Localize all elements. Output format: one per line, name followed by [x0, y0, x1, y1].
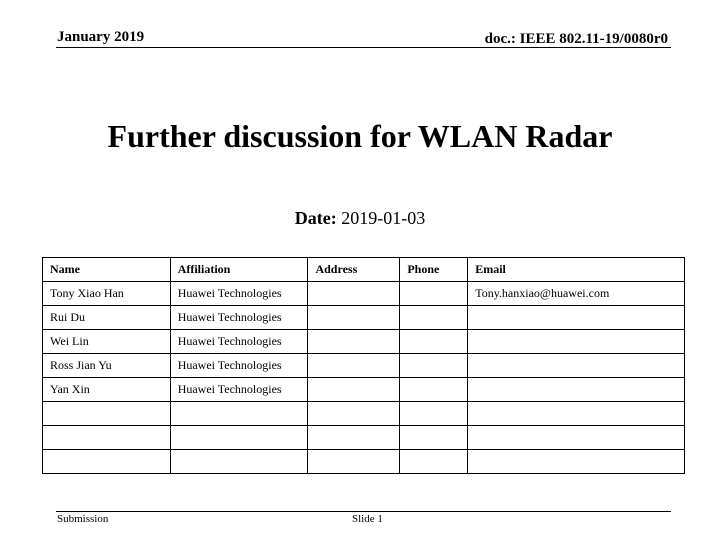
cell-address: [308, 354, 400, 378]
footer-submission: Submission: [57, 513, 109, 525]
table-header-row: [43, 258, 685, 282]
cell-affiliation: Huawei Technologies: [170, 354, 308, 378]
cell-email: [468, 426, 685, 450]
authors-table: [42, 257, 685, 474]
cell-name: [43, 426, 171, 450]
cell-phone: [400, 402, 468, 426]
cell-phone: [400, 450, 468, 474]
cell-affiliation: [170, 402, 308, 426]
cell-phone: [400, 306, 468, 330]
cell-name: Yan Xin: [43, 378, 171, 402]
table-row: [43, 378, 685, 402]
header-doc-id: doc.: IEEE 802.11-19/0080r0: [484, 31, 668, 47]
cell-name: [43, 450, 171, 474]
cell-email: [468, 354, 685, 378]
header-address: Address: [308, 258, 400, 282]
cell-affiliation: [170, 426, 308, 450]
header-phone: Phone: [400, 258, 468, 282]
cell-phone: [400, 282, 468, 306]
header-divider: [56, 47, 671, 48]
cell-address: [308, 306, 400, 330]
footer-divider: [56, 511, 671, 512]
table-row: [43, 330, 685, 354]
cell-phone: [400, 330, 468, 354]
slide-number: Slide 1: [352, 513, 383, 525]
cell-email: Tony.hanxiao@huawei.com: [468, 282, 685, 306]
table-row: [43, 426, 685, 450]
table-row: [43, 354, 685, 378]
cell-name: Wei Lin: [43, 330, 171, 354]
header-date: January 2019: [57, 29, 145, 45]
cell-email: [468, 450, 685, 474]
cell-phone: [400, 354, 468, 378]
cell-affiliation: Huawei Technologies: [170, 306, 308, 330]
cell-name: Ross Jian Yu: [43, 354, 171, 378]
cell-name: Rui Du: [43, 306, 171, 330]
cell-address: [308, 330, 400, 354]
cell-affiliation: Huawei Technologies: [170, 282, 308, 306]
date-line: [0, 208, 720, 229]
cell-phone: [400, 426, 468, 450]
date-value: 2019-01-03: [341, 208, 426, 228]
header-affiliation: Affiliation: [170, 258, 308, 282]
table-row: [43, 306, 685, 330]
cell-affiliation: Huawei Technologies: [170, 378, 308, 402]
cell-email: [468, 330, 685, 354]
cell-affiliation: Huawei Technologies: [170, 330, 308, 354]
cell-address: [308, 450, 400, 474]
header-email: Email: [468, 258, 685, 282]
cell-email: [468, 402, 685, 426]
cell-phone: [400, 378, 468, 402]
date-label: Date:: [294, 208, 337, 228]
cell-address: [308, 282, 400, 306]
slide-title: Further discussion for WLAN Radar: [107, 118, 613, 154]
header-name: Name: [43, 258, 171, 282]
cell-address: [308, 378, 400, 402]
cell-email: [468, 378, 685, 402]
cell-address: [308, 426, 400, 450]
cell-affiliation: [170, 450, 308, 474]
cell-email: [468, 306, 685, 330]
table-row: [43, 282, 685, 306]
cell-name: Tony Xiao Han: [43, 282, 171, 306]
table-row: [43, 402, 685, 426]
table-row: [43, 450, 685, 474]
cell-address: [308, 402, 400, 426]
cell-name: [43, 402, 171, 426]
